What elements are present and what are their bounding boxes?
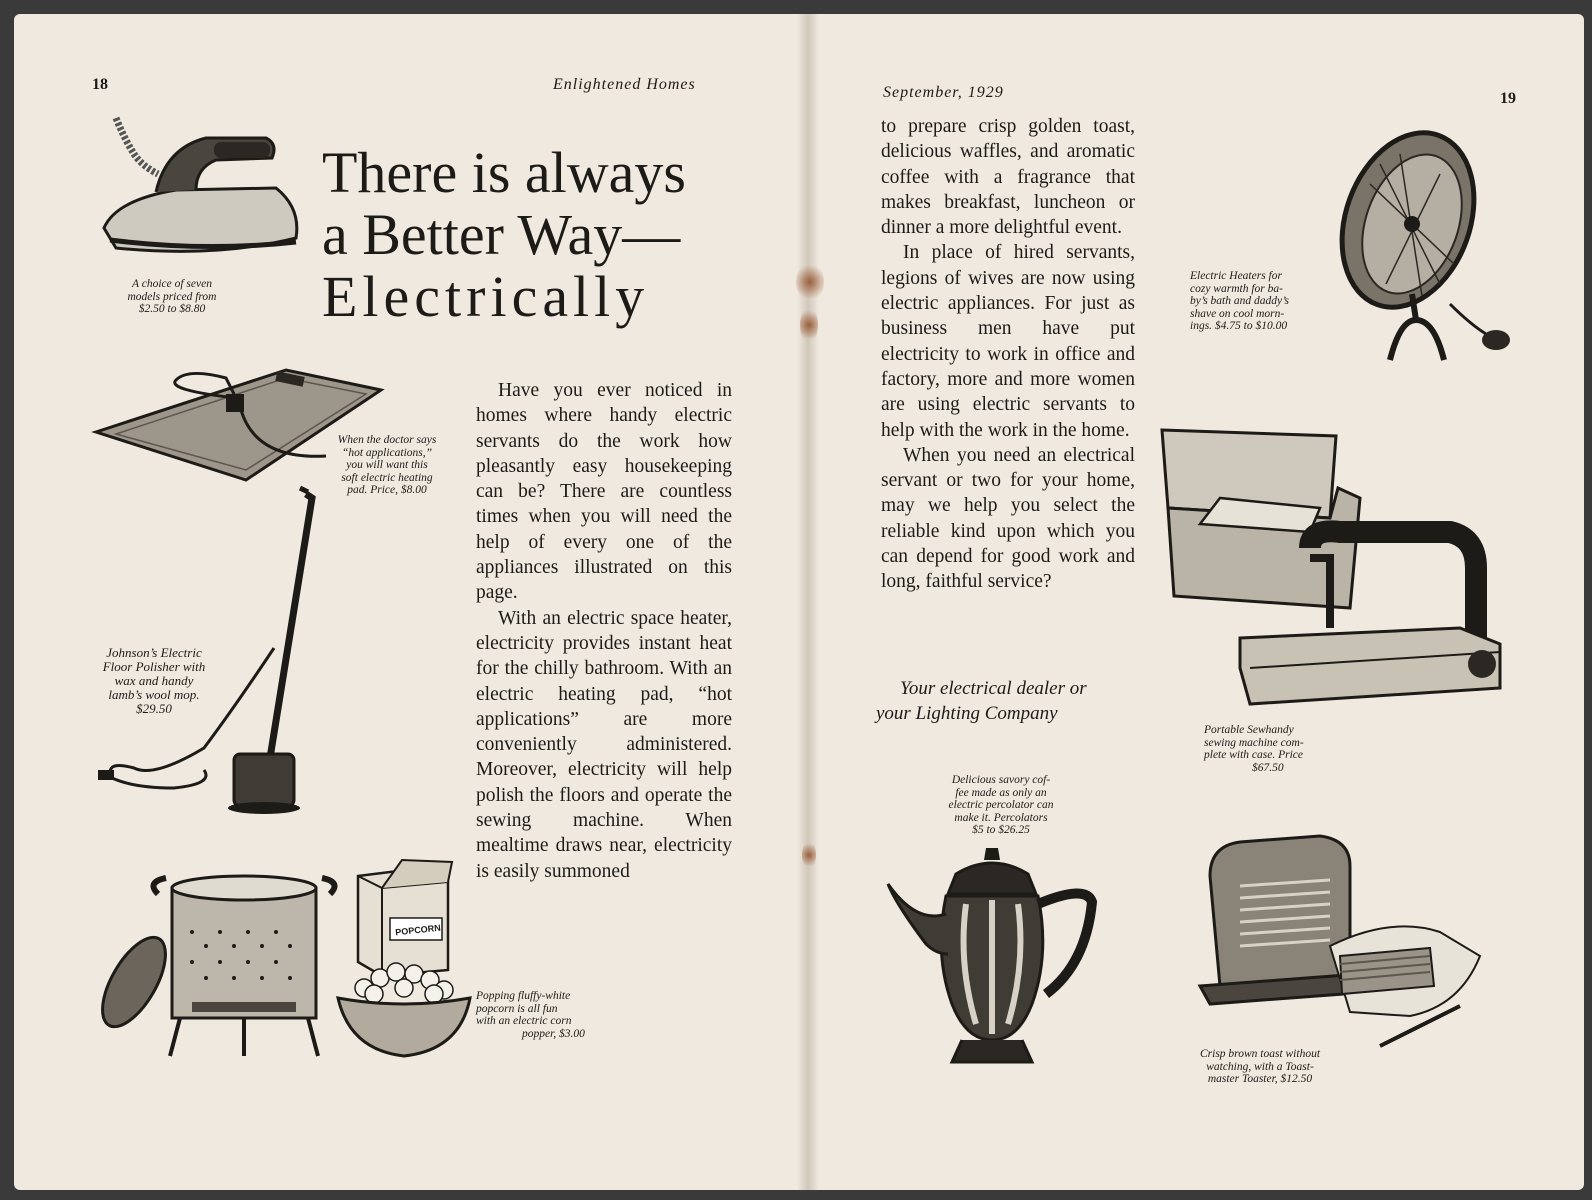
headline-line: Electrically [322,264,650,329]
signature-line: Your electrical dealer or [900,678,1087,699]
caption-line: Portable Sewhandy [1204,724,1294,736]
caption-line: watching, with a Toast- [1206,1060,1314,1073]
paragraph: In place of hired servants, legions of wives are now using electric appliances. For just as business men have put electricity to work in office and factory, more and more women are using electric servants to help with the work in the home. [881,242,1135,441]
paragraph: Have you ever noticed in homes where handy electric servants do the work how pleasantly easy housekeeping can be? There are countless times when you will need the help of every one of the appliances illustrated on this page. [476,380,732,604]
popper-caption [476,990,616,1040]
paragraph: to prepare crisp golden toast, delicious waffles, and aromatic coffee with a fragrance that makes breakfast, luncheon or dinner a more delightful event. [881,116,1135,239]
stain-mark [802,840,816,870]
caption-line: electric percolator can [948,799,1054,811]
caption-line: Johnson’s Electric [106,645,202,660]
caption-line: plete with case. Price [1204,749,1303,761]
caption-line: Crisp brown toast without [1199,1048,1321,1060]
caption-line: master Toaster, $12.50 [1207,1073,1313,1085]
caption-line: popcorn is all fun [476,1002,558,1015]
toaster-illustration [1190,836,1490,1066]
caption-line: When the doctor says [337,434,437,446]
article-body-left [476,378,732,884]
page-number-left: 18 [92,76,108,93]
article-body-right [881,114,1135,595]
page-number-right: 19 [1500,90,1516,107]
caption-line: sewing machine com- [1204,736,1304,749]
iron-caption [112,278,232,316]
caption-line: $29.50 [136,701,172,716]
caption-line: fee made as only an [955,786,1047,799]
caption-line: A choice of seven [132,278,212,290]
headline-line: a Better Way— [322,202,681,267]
floor-polisher-caption [92,646,216,716]
caption-line: $5 to $26.25 [972,824,1030,836]
stain-mark [800,306,818,344]
caption-line: soft electric heating [341,471,433,484]
sewing-caption [1204,724,1344,774]
headline [322,142,732,328]
caption-line: Electric Heaters for [1190,270,1282,282]
caption-line: make it. Percolators [954,811,1048,824]
percolator-illustration [886,844,1126,1074]
electric-heater-illustration [1330,124,1520,364]
caption-line: $2.50 to $8.80 [138,303,206,315]
caption-line: models priced from [127,290,217,303]
signature [876,676,1087,726]
corn-popper-illustration [96,872,340,1072]
heater-caption [1190,270,1325,333]
caption-line: pad. Price, $8.00 [347,484,427,496]
caption-line: “hot applications,” [341,446,433,459]
caption-line: with an electric corn [476,1015,572,1027]
caption-line: ings. $4.75 to $10.00 [1190,320,1288,332]
caption-line: cozy warmth for ba- [1190,282,1283,295]
paragraph: With an electric space heater, electricity provides instant heat for the chilly bathroom. With an electric heating pad, “hot applications” are more conveniently administered. Moreover, electricity will help polish the floors and operate the sewing machine. When mealtime draws near, electricity is easily summoned [476,607,732,882]
caption-line: Floor Polisher with [102,659,206,674]
caption-line: Popping fluffy-white [476,990,571,1002]
sewing-machine-illustration [1160,428,1510,718]
running-header-right: September, 1929 [883,84,1004,101]
caption-line: wax and handy [114,673,194,688]
heating-pad-caption [318,434,456,497]
running-header-left: Enlightened Homes [553,76,696,93]
popcorn-box-label: POPCORN [394,922,442,938]
caption-line: shave on cool morn- [1190,307,1285,320]
electric-iron-illustration [96,108,306,268]
caption-line: you will want this [346,459,428,471]
percolator-caption [934,774,1068,837]
stain-mark [796,262,824,302]
toaster-caption [1180,1048,1340,1086]
caption-line: lamb’s wool mop. [108,687,200,702]
popcorn-bowl-illustration [334,954,474,1064]
caption-line: popper, $3.00 [522,1027,585,1040]
caption-line: $67.50 [1252,761,1284,774]
book-gutter [797,14,819,1190]
paragraph: When you need an electrical servant or two for your home, may we help you select the reliable kind upon which you can depend for good work and long, faithful service? [881,444,1135,593]
signature-line: your Lighting Company [876,703,1058,724]
headline-line: There is always [322,140,686,205]
caption-line: by’s bath and daddy’s [1190,295,1289,307]
caption-line: Delicious savory cof- [951,774,1051,786]
